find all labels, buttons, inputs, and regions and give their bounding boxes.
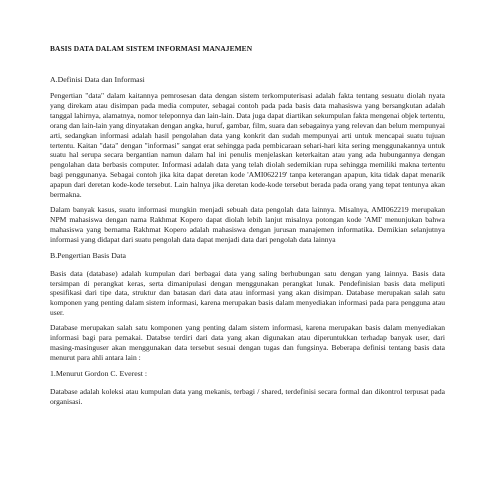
section-a-paragraph-1: Pengertian "data" dalam kaitannya pemrosesan data dengan sistem terkomputerisasi adalah fakta tentang sesuatu diolah nyata yang direkam atau disimpan pada media computer, sebagai contoh pada pada basis data mahasiswa yang bersangkutan adalah tanggal lahirnya, alamatnya, nomor teleponnya dan lain-lain. Data juga dapat diartikan sekumpulan fakta mengenai objek tertentu, orang dan lain-lain yang dinyatakan dengan angka, huruf, gambar, film, suara dan sebagainya yang relevan dan belum mempunyai arti, sedangkan informasi adalah hasil pengolahan data yang konkrit dan sudah mempunyai arti untuk mencapai suatu tujuan tertentu. Kaitan "data" dengan "informasi" sangat erat sehingga pada pembicaraan sehari-hari kita sering menggunakannya untuk suatu hal serupa secara bergantian namun dalam hal ini penulis menjelaskan keterkaitan atau yang ada hubungannya dengan pengolahan data berbasis computer. Informasi adalah data yang telah diolah sedemikian rupa sehingga memiliki makna tertentu bagi penggunanya. Sebagai contoh jika kita dapat deretan kode 'AMI062219' tanpa keterangan apapun, kita tidak dapat menarik apapun dari deretan kode-kode tersebut. Lain halnya jika deretan kode-kode tersebut berada pada orang yang tepat tentunya akan bermakna. — [50, 91, 445, 200]
section-a-paragraph-2: Dalam banyak kasus, suatu informasi mungkin menjadi sebuah data pengolah data lainnya. Misalnya, AMI062219 merupakan NPM mahasiswa dengan nama Rakhmat Kopero dapat diolah lebih lanjut misalnya potongan kode 'AMI' menunjukan bahwa mahasiswa yang bernama Rakhmat Kopero adalah mahasiswa dengan jurusan manajemen informatika. Demikian selanjutnya informasi yang didapat dari suatu pengolah data dapat menjadi data dari pengolah data lainnya — [50, 204, 445, 244]
document-title: BASIS DATA DALAM SISTEM INFORMASI MANAJEMEN — [50, 44, 253, 53]
section-a-heading: A.Definisi Data dan Informasi — [50, 75, 145, 84]
document-body — [50, 44, 445, 412]
definition-1-paragraph: Database adalah koleksi atau kumpulan data yang mekanis, terbagi / shared, terdefinisi secara formal dan dikontrol terpusat pada organisasi. — [50, 386, 445, 406]
section-b-paragraph-2: Database merupakan salah satu komponen yang penting dalam sistem informasi, karena merupakan basis dalam menyediakan informasi bagi para pemakai. Databse terdiri dari data yang akan digunakan atau diperuntukkan terhadap banyak user, dari masing-masinguser akan menggunakan data tersebut sesuai dengan tugas dan fungsinya. Beberapa definisi tentang basis data menurut para ahli antara lain : — [50, 323, 445, 362]
definition-1-heading: 1.Menurut Gordon C. Everest : — [50, 368, 148, 378]
section-b-paragraph-1: Basis data (database) adalah kumpulan dari berbagai data yang saling berhubungan satu dengan yang lainnya. Basis data tersimpan di perangkat keras, serta dimanipulasi dengan menggunakan perangkat lunak. Pendefinisian basis data meliputi spesifikasi dari tipe data, struktur dan batasan dari data atau informasi yang akan disimpan. Database merupakan salah satu komponen yang penting dalam sistem informasi, karena merupakan basis dalam menyediakan informasi pada para pengguna atau user. — [50, 268, 445, 318]
section-b-heading: B.Pengertian Basis Data — [50, 250, 127, 260]
